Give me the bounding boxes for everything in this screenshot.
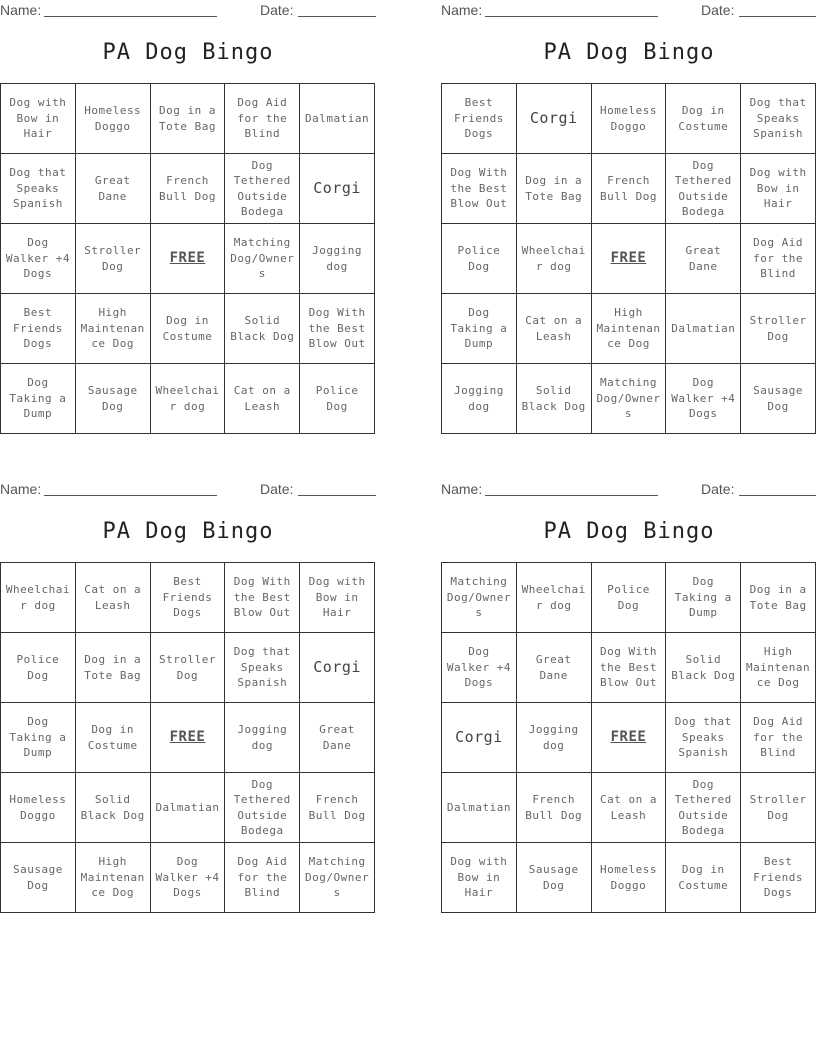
bingo-cell[interactable]: Sausage Dog	[741, 364, 816, 434]
date-label: Date:	[260, 481, 294, 497]
bingo-cell[interactable]: Dog Taking a Dump	[442, 294, 517, 364]
bingo-grid	[0, 83, 375, 434]
bingo-cell[interactable]: Solid Black Dog	[517, 364, 592, 434]
bingo-cell[interactable]: High Maintenance Dog	[76, 843, 151, 913]
bingo-card	[0, 479, 376, 919]
bingo-cell[interactable]: French Bull Dog	[592, 154, 667, 224]
bingo-cell[interactable]: Homeless Doggo	[592, 843, 667, 913]
date-blank-line[interactable]	[298, 16, 376, 17]
bingo-cell[interactable]: Dog Aid for the Blind	[225, 843, 300, 913]
bingo-cell[interactable]: Stroller Dog	[76, 224, 151, 294]
card-header	[441, 479, 816, 503]
bingo-cell[interactable]: Dalmatian	[666, 294, 741, 364]
name-label: Name:	[0, 481, 42, 497]
date-blank-line[interactable]	[739, 16, 816, 17]
card-title: PA Dog Bingo	[543, 40, 715, 65]
bingo-cell[interactable]: Cat on a Leash	[517, 294, 592, 364]
card-header	[0, 0, 376, 24]
bingo-cell[interactable]: High Maintenance Dog	[592, 294, 667, 364]
bingo-cell[interactable]: Sausage Dog	[517, 843, 592, 913]
bingo-cell[interactable]: Dog that Speaks Spanish	[225, 633, 300, 703]
bingo-cell[interactable]: Dalmatian	[300, 84, 375, 154]
bingo-cell[interactable]: Dog Walker +4 Dogs	[442, 633, 517, 703]
bingo-cell[interactable]: Corgi	[517, 84, 592, 154]
bingo-cell[interactable]: Homeless Doggo	[592, 84, 667, 154]
bingo-cell[interactable]: Dog Tethered Outside Bodega	[666, 773, 741, 843]
date-label: Date:	[701, 481, 735, 497]
free-space-cell[interactable]: FREE	[151, 224, 226, 294]
bingo-cell[interactable]: Dog Aid for the Blind	[225, 84, 300, 154]
bingo-cell[interactable]: Dog Walker +4 Dogs	[666, 364, 741, 434]
bingo-cell[interactable]: Great Dane	[666, 224, 741, 294]
name-label: Name:	[0, 2, 42, 18]
bingo-cell[interactable]: Dalmatian	[442, 773, 517, 843]
bingo-cell[interactable]: Solid Black Dog	[666, 633, 741, 703]
bingo-cell[interactable]: Police Dog	[442, 224, 517, 294]
bingo-cell[interactable]: French Bull Dog	[517, 773, 592, 843]
bingo-grid	[0, 562, 375, 913]
date-label: Date:	[701, 2, 735, 18]
bingo-card	[441, 0, 816, 440]
bingo-cell[interactable]: Matching Dog/Owners	[225, 224, 300, 294]
bingo-cell[interactable]: Dog Tethered Outside Bodega	[225, 773, 300, 843]
card-header	[0, 479, 376, 503]
bingo-cell[interactable]: Dog Aid for the Blind	[741, 224, 816, 294]
bingo-cell[interactable]: Police Dog	[1, 633, 76, 703]
bingo-card	[441, 479, 816, 919]
name-blank-line[interactable]	[485, 495, 658, 496]
date-label: Date:	[260, 2, 294, 18]
bingo-cell[interactable]: Dog Tethered Outside Bodega	[225, 154, 300, 224]
name-label: Name:	[441, 481, 483, 497]
bingo-cell[interactable]: Stroller Dog	[151, 633, 226, 703]
bingo-cell[interactable]: Dog with Bow in Hair	[741, 154, 816, 224]
bingo-cell[interactable]: French Bull Dog	[151, 154, 226, 224]
name-blank-line[interactable]	[485, 16, 658, 17]
card-title: PA Dog Bingo	[543, 519, 715, 544]
bingo-cell[interactable]: Matching Dog/Owners	[442, 563, 517, 633]
bingo-cell[interactable]: Dog with Bow in Hair	[1, 84, 76, 154]
card-header	[441, 0, 816, 24]
bingo-cell[interactable]: Wheelchair dog	[1, 563, 76, 633]
bingo-cell[interactable]: Cat on a Leash	[76, 563, 151, 633]
bingo-cell[interactable]: Dog With the Best Blow Out	[442, 154, 517, 224]
bingo-cell[interactable]: Dog in Costume	[76, 703, 151, 773]
bingo-grid	[441, 562, 816, 913]
bingo-cell[interactable]: Dog in a Tote Bag	[517, 154, 592, 224]
bingo-cell[interactable]: Dog that Speaks Spanish	[741, 84, 816, 154]
date-blank-line[interactable]	[298, 495, 376, 496]
bingo-cell[interactable]: Corgi	[300, 154, 375, 224]
bingo-cell[interactable]: Matching Dog/Owners	[592, 364, 667, 434]
bingo-cell[interactable]: Dog Taking a Dump	[666, 563, 741, 633]
card-title: PA Dog Bingo	[102, 40, 274, 65]
bingo-cell[interactable]: Dog Tethered Outside Bodega	[666, 154, 741, 224]
bingo-cell[interactable]: Great Dane	[300, 703, 375, 773]
bingo-cell[interactable]: Jogging dog	[225, 703, 300, 773]
bingo-cell[interactable]: Wheelchair dog	[517, 224, 592, 294]
bingo-cell[interactable]: Best Friends Dogs	[1, 294, 76, 364]
bingo-cell[interactable]: Best Friends Dogs	[151, 563, 226, 633]
bingo-card	[0, 0, 376, 440]
bingo-cell[interactable]: Dog Aid for the Blind	[741, 703, 816, 773]
date-blank-line[interactable]	[739, 495, 816, 496]
bingo-cell[interactable]: Best Friends Dogs	[741, 843, 816, 913]
bingo-cell[interactable]: Jogging dog	[517, 703, 592, 773]
bingo-cell[interactable]: Jogging dog	[442, 364, 517, 434]
bingo-cell[interactable]: Wheelchair dog	[151, 364, 226, 434]
bingo-cell[interactable]: Sausage Dog	[76, 364, 151, 434]
free-space-cell[interactable]: FREE	[592, 703, 667, 773]
bingo-cell[interactable]: Cat on a Leash	[592, 773, 667, 843]
bingo-cell[interactable]: Corgi	[442, 703, 517, 773]
bingo-cell[interactable]: Homeless Doggo	[76, 84, 151, 154]
bingo-grid	[441, 83, 816, 434]
bingo-cell[interactable]: Dog that Speaks Spanish	[1, 154, 76, 224]
name-blank-line[interactable]	[44, 495, 217, 496]
bingo-cell[interactable]: Solid Black Dog	[76, 773, 151, 843]
bingo-cell[interactable]: Dog With the Best Blow Out	[592, 633, 667, 703]
bingo-cell[interactable]: Dog in Costume	[151, 294, 226, 364]
bingo-cell[interactable]: Stroller Dog	[741, 773, 816, 843]
bingo-cell[interactable]: Dog in Costume	[666, 843, 741, 913]
free-space-cell[interactable]: FREE	[592, 224, 667, 294]
bingo-cell[interactable]: Cat on a Leash	[225, 364, 300, 434]
bingo-cell[interactable]: Dog Walker +4 Dogs	[151, 843, 226, 913]
free-space-cell[interactable]: FREE	[151, 703, 226, 773]
bingo-cell[interactable]: Dog Taking a Dump	[1, 364, 76, 434]
bingo-cell[interactable]: Dog Taking a Dump	[1, 703, 76, 773]
bingo-cell[interactable]: Matching Dog/Owners	[300, 843, 375, 913]
bingo-cell[interactable]: Dog Walker +4 Dogs	[1, 224, 76, 294]
bingo-cell[interactable]: Wheelchair dog	[517, 563, 592, 633]
bingo-cell[interactable]: Solid Black Dog	[225, 294, 300, 364]
bingo-cell[interactable]: Dog With the Best Blow Out	[225, 563, 300, 633]
bingo-cell[interactable]: Great Dane	[76, 154, 151, 224]
bingo-cell[interactable]: Jogging dog	[300, 224, 375, 294]
bingo-cell[interactable]: Dog with Bow in Hair	[300, 563, 375, 633]
bingo-cell[interactable]: Dog that Speaks Spanish	[666, 703, 741, 773]
bingo-cell[interactable]: Dog in a Tote Bag	[741, 563, 816, 633]
bingo-cell[interactable]: Stroller Dog	[741, 294, 816, 364]
bingo-cell[interactable]: Great Dane	[517, 633, 592, 703]
bingo-cell[interactable]: Corgi	[300, 633, 375, 703]
bingo-cell[interactable]: Homeless Doggo	[1, 773, 76, 843]
bingo-cell[interactable]: Dog with Bow in Hair	[442, 843, 517, 913]
bingo-cell[interactable]: Police Dog	[592, 563, 667, 633]
name-label: Name:	[441, 2, 483, 18]
bingo-cell[interactable]: High Maintenance Dog	[76, 294, 151, 364]
card-title: PA Dog Bingo	[102, 519, 274, 544]
bingo-cell[interactable]: Dog in a Tote Bag	[151, 84, 226, 154]
bingo-cell[interactable]: High Maintenance Dog	[741, 633, 816, 703]
bingo-cell[interactable]: Dog in Costume	[666, 84, 741, 154]
bingo-cell[interactable]: Dog in a Tote Bag	[76, 633, 151, 703]
bingo-cell[interactable]: Dog With the Best Blow Out	[300, 294, 375, 364]
name-blank-line[interactable]	[44, 16, 217, 17]
bingo-cell[interactable]: Best Friends Dogs	[442, 84, 517, 154]
bingo-cell[interactable]: Dalmatian	[151, 773, 226, 843]
bingo-cell[interactable]: Sausage Dog	[1, 843, 76, 913]
bingo-cell[interactable]: French Bull Dog	[300, 773, 375, 843]
bingo-cell[interactable]: Police Dog	[300, 364, 375, 434]
